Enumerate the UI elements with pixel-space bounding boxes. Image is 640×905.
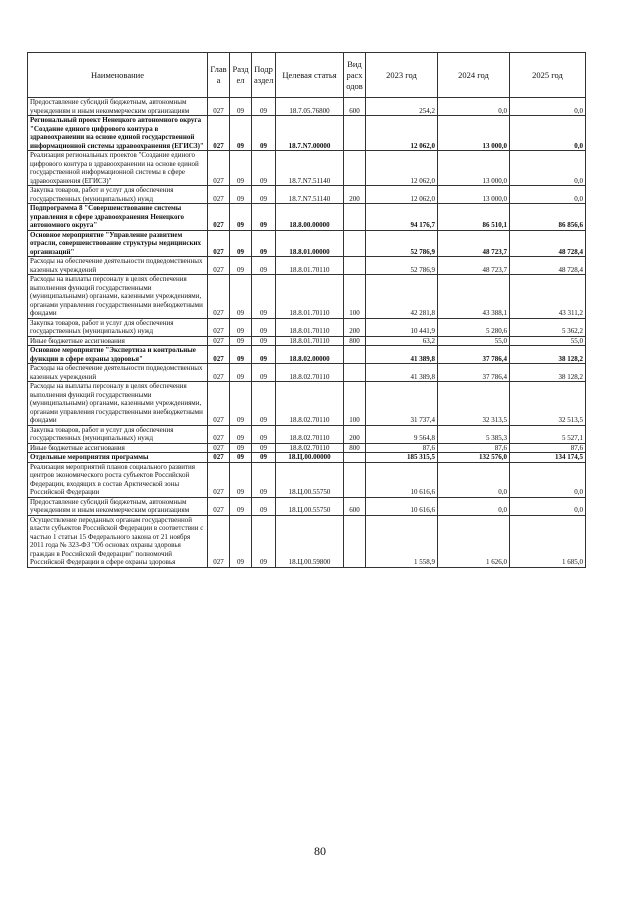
row-amount-2023: 1 558,9 — [366, 515, 438, 567]
row-amount-2024: 32 313,5 — [438, 382, 510, 426]
row-section: 09 — [230, 443, 252, 453]
row-target-article: 18.Ц.00.55750 — [276, 462, 344, 497]
row-subsection: 09 — [252, 346, 276, 364]
row-target-article: 18.7.05.76800 — [276, 98, 344, 116]
row-chapter: 027 — [208, 364, 230, 382]
row-amount-2023: 10 616,6 — [366, 497, 438, 515]
table-row — [28, 186, 586, 204]
column-header-2024: 2024 год — [438, 53, 510, 98]
row-expense-type — [344, 151, 366, 186]
row-subsection: 09 — [252, 497, 276, 515]
row-expense-type — [344, 116, 366, 151]
row-chapter: 027 — [208, 186, 230, 204]
row-expense-type: 100 — [344, 382, 366, 426]
row-amount-2024: 86 510,1 — [438, 204, 510, 231]
table-row — [28, 453, 586, 463]
row-amount-2023: 12 062,0 — [366, 186, 438, 204]
row-subsection: 09 — [252, 257, 276, 275]
row-target-article: 18.Ц.00.55750 — [276, 497, 344, 515]
table-row — [28, 318, 586, 336]
row-amount-2024: 37 786,4 — [438, 346, 510, 364]
row-name: Закупка товаров, работ и услуг для обеспечения государственных (муниципальных) нужд — [28, 186, 208, 204]
column-header-name: Наименование — [28, 53, 208, 98]
row-name: Основное мероприятие "Экспертиза и контрольные функции в сфере охраны здоровья" — [28, 346, 208, 364]
row-amount-2025: 0,0 — [510, 186, 586, 204]
row-amount-2025: 134 174,5 — [510, 453, 586, 463]
row-section: 09 — [230, 346, 252, 364]
row-target-article: 18.8.01.70110 — [276, 336, 344, 346]
row-amount-2023: 52 786,9 — [366, 257, 438, 275]
row-section: 09 — [230, 364, 252, 382]
column-header-chapter: Глав а — [208, 53, 230, 98]
table-row — [28, 275, 586, 319]
row-target-article: 18.7.N7.51140 — [276, 151, 344, 186]
row-subsection: 09 — [252, 151, 276, 186]
row-amount-2025: 48 728,4 — [510, 257, 586, 275]
row-subsection: 09 — [252, 425, 276, 443]
row-amount-2024: 13 000,0 — [438, 116, 510, 151]
row-amount-2023: 31 737,4 — [366, 382, 438, 426]
row-section: 09 — [230, 151, 252, 186]
row-name: Региональный проект Ненецкого автономного округа "Создание единого цифрового контура в здравоохранении на основе единой государственной информационной системы здравоохранения (ЕГИСЗ)" — [28, 116, 208, 151]
row-expense-type: 200 — [344, 425, 366, 443]
row-amount-2025: 0,0 — [510, 98, 586, 116]
row-expense-type — [344, 204, 366, 231]
row-section: 09 — [230, 230, 252, 257]
row-amount-2023: 42 281,8 — [366, 275, 438, 319]
row-chapter: 027 — [208, 151, 230, 186]
row-expense-type: 600 — [344, 98, 366, 116]
row-name: Закупка товаров, работ и услуг для обеспечения государственных (муниципальных) нужд — [28, 318, 208, 336]
row-amount-2024: 48 723,7 — [438, 257, 510, 275]
row-expense-type: 200 — [344, 186, 366, 204]
row-target-article: 18.8.02.70110 — [276, 425, 344, 443]
row-expense-type — [344, 346, 366, 364]
row-name: Подпрограмма 8 "Совершенствование системы управления в сфере здравоохранения Ненецкого автономного округа" — [28, 204, 208, 231]
row-section: 09 — [230, 186, 252, 204]
row-target-article: 18.8.01.70110 — [276, 318, 344, 336]
row-target-article: 18.8.02.00000 — [276, 346, 344, 364]
row-amount-2023: 10 441,9 — [366, 318, 438, 336]
row-chapter: 027 — [208, 425, 230, 443]
row-subsection: 09 — [252, 186, 276, 204]
row-expense-type — [344, 462, 366, 497]
row-chapter: 027 — [208, 98, 230, 116]
row-target-article: 18.8.00.00000 — [276, 204, 344, 231]
row-chapter: 027 — [208, 275, 230, 319]
row-expense-type: 800 — [344, 443, 366, 453]
row-amount-2023: 10 616,6 — [366, 462, 438, 497]
row-amount-2025: 0,0 — [510, 462, 586, 497]
row-section: 09 — [230, 336, 252, 346]
row-name: Иные бюджетные ассигнования — [28, 336, 208, 346]
row-subsection: 09 — [252, 443, 276, 453]
row-name: Предоставление субсидий бюджетным, автономным учреждениям и иным некоммерческим организациям — [28, 98, 208, 116]
row-section: 09 — [230, 98, 252, 116]
row-chapter: 027 — [208, 204, 230, 231]
row-chapter: 027 — [208, 116, 230, 151]
table-row — [28, 151, 586, 186]
row-chapter: 027 — [208, 257, 230, 275]
row-expense-type — [344, 257, 366, 275]
row-expense-type — [344, 453, 366, 463]
table-row — [28, 364, 586, 382]
row-amount-2025: 5 527,1 — [510, 425, 586, 443]
table-body — [28, 98, 586, 568]
row-amount-2025: 86 856,6 — [510, 204, 586, 231]
row-amount-2023: 94 176,7 — [366, 204, 438, 231]
row-target-article: 18.8.02.70110 — [276, 364, 344, 382]
row-target-article: 18.Ц.00.00000 — [276, 453, 344, 463]
row-section: 09 — [230, 318, 252, 336]
row-amount-2023: 52 786,9 — [366, 230, 438, 257]
row-target-article: 18.7.N7.51140 — [276, 186, 344, 204]
row-expense-type: 800 — [344, 336, 366, 346]
row-amount-2024: 87,6 — [438, 443, 510, 453]
row-amount-2023: 41 389,8 — [366, 364, 438, 382]
row-name: Расходы на выплаты персоналу в целях обеспечения выполнения функций государственными (муниципальными) органами, казенными учреждениями, органами управления государственными внебюджетными фондами — [28, 275, 208, 319]
row-amount-2024: 132 576,0 — [438, 453, 510, 463]
row-amount-2023: 41 389,8 — [366, 346, 438, 364]
row-target-article: 18.8.02.70110 — [276, 382, 344, 426]
row-amount-2024: 1 626,0 — [438, 515, 510, 567]
row-name: Осуществление переданных органам государственной власти субъектов Российской Федерации в соответствии с частью 1 статьи 15 Федерального закона от 21 ноября 2011 года № 323-ФЗ "Об основах охраны здоровья граждан в Российской Федерации" полномочий Российской Федерации в сфере охраны здоровья — [28, 515, 208, 567]
table-row — [28, 346, 586, 364]
row-amount-2023: 12 062,0 — [366, 116, 438, 151]
row-chapter: 027 — [208, 443, 230, 453]
row-chapter: 027 — [208, 346, 230, 364]
row-section: 09 — [230, 515, 252, 567]
row-amount-2024: 43 388,1 — [438, 275, 510, 319]
row-target-article: 18.Ц.00.59800 — [276, 515, 344, 567]
row-section: 09 — [230, 275, 252, 319]
row-amount-2024: 5 385,3 — [438, 425, 510, 443]
row-expense-type — [344, 364, 366, 382]
row-subsection: 09 — [252, 336, 276, 346]
page-number: 80 — [314, 844, 326, 858]
row-amount-2024: 0,0 — [438, 98, 510, 116]
row-amount-2025: 1 685,0 — [510, 515, 586, 567]
row-expense-type: 100 — [344, 275, 366, 319]
row-amount-2023: 254,2 — [366, 98, 438, 116]
row-subsection: 09 — [252, 318, 276, 336]
row-amount-2024: 48 723,7 — [438, 230, 510, 257]
column-header-2023: 2023 год — [366, 53, 438, 98]
row-amount-2024: 0,0 — [438, 462, 510, 497]
row-section: 09 — [230, 204, 252, 231]
table-row — [28, 257, 586, 275]
table-row — [28, 462, 586, 497]
row-amount-2025: 0,0 — [510, 116, 586, 151]
table-row — [28, 443, 586, 453]
table-header-row — [28, 53, 586, 98]
row-section: 09 — [230, 453, 252, 463]
row-amount-2025: 48 728,4 — [510, 230, 586, 257]
row-section: 09 — [230, 382, 252, 426]
row-chapter: 027 — [208, 462, 230, 497]
row-name: Предоставление субсидий бюджетным, автономным учреждениям и иным некоммерческим организациям — [28, 497, 208, 515]
row-subsection: 09 — [252, 364, 276, 382]
row-chapter: 027 — [208, 230, 230, 257]
table-row — [28, 204, 586, 231]
table-row — [28, 425, 586, 443]
table-row — [28, 230, 586, 257]
row-subsection: 09 — [252, 382, 276, 426]
row-target-article: 18.8.01.00000 — [276, 230, 344, 257]
row-subsection: 09 — [252, 515, 276, 567]
row-subsection: 09 — [252, 230, 276, 257]
row-name: Расходы на обеспечение деятельности подведомственных казенных учреждений — [28, 364, 208, 382]
row-name: Реализация региональных проектов "Создание единого цифрового контура в здравоохранении на основе единой государственной информационной системы в сфере здравоохранения (ЕГИСЗ)" — [28, 151, 208, 186]
row-name: Закупка товаров, работ и услуг для обеспечения государственных (муниципальных) нужд — [28, 425, 208, 443]
row-amount-2025: 32 513,5 — [510, 382, 586, 426]
row-section: 09 — [230, 257, 252, 275]
row-chapter: 027 — [208, 336, 230, 346]
row-section: 09 — [230, 116, 252, 151]
row-subsection: 09 — [252, 98, 276, 116]
row-amount-2025: 43 311,2 — [510, 275, 586, 319]
row-amount-2024: 37 786,4 — [438, 364, 510, 382]
row-chapter: 027 — [208, 497, 230, 515]
row-amount-2024: 13 000,0 — [438, 151, 510, 186]
row-name: Иные бюджетные ассигнования — [28, 443, 208, 453]
row-name: Отдельные мероприятия программы — [28, 453, 208, 463]
table-row — [28, 98, 586, 116]
row-name: Расходы на обеспечение деятельности подведомственных казенных учреждений — [28, 257, 208, 275]
column-header-section: Разд ел — [230, 53, 252, 98]
row-subsection: 09 — [252, 204, 276, 231]
table-row — [28, 382, 586, 426]
row-amount-2025: 38 128,2 — [510, 364, 586, 382]
row-target-article: 18.8.02.70110 — [276, 443, 344, 453]
row-chapter: 027 — [208, 382, 230, 426]
row-target-article: 18.7.N7.00000 — [276, 116, 344, 151]
table-row — [28, 497, 586, 515]
budget-table — [27, 52, 586, 568]
row-amount-2025: 5 362,2 — [510, 318, 586, 336]
row-amount-2024: 13 000,0 — [438, 186, 510, 204]
row-amount-2023: 87,6 — [366, 443, 438, 453]
row-name: Реализация мероприятий планов социального развития центров экономического роста субъектов Российской Федерации, входящих в состав Арктической зоны Российской Федерации — [28, 462, 208, 497]
row-expense-type: 600 — [344, 497, 366, 515]
row-amount-2023: 9 564,8 — [366, 425, 438, 443]
row-section: 09 — [230, 462, 252, 497]
row-name: Расходы на выплаты персоналу в целях обеспечения выполнения функций государственными (муниципальными) органами, казенными учреждениями, органами управления государственными внебюджетными фондами — [28, 382, 208, 426]
column-header-2025: 2025 год — [510, 53, 586, 98]
row-amount-2024: 5 280,6 — [438, 318, 510, 336]
row-amount-2023: 63,2 — [366, 336, 438, 346]
table-row — [28, 515, 586, 567]
row-expense-type — [344, 515, 366, 567]
row-amount-2025: 0,0 — [510, 151, 586, 186]
row-subsection: 09 — [252, 462, 276, 497]
row-subsection: 09 — [252, 275, 276, 319]
table-row — [28, 336, 586, 346]
column-header-target-article: Целевая статья — [276, 53, 344, 98]
row-target-article: 18.8.01.70110 — [276, 257, 344, 275]
row-amount-2025: 55,0 — [510, 336, 586, 346]
row-amount-2025: 38 128,2 — [510, 346, 586, 364]
row-amount-2025: 87,6 — [510, 443, 586, 453]
row-amount-2024: 55,0 — [438, 336, 510, 346]
row-amount-2023: 12 062,0 — [366, 151, 438, 186]
row-section: 09 — [230, 497, 252, 515]
row-name: Основное мероприятие "Управление развитием отрасли, совершенствование структуры медицинских организаций" — [28, 230, 208, 257]
row-expense-type — [344, 230, 366, 257]
row-target-article: 18.8.01.70110 — [276, 275, 344, 319]
row-section: 09 — [230, 425, 252, 443]
row-chapter: 027 — [208, 515, 230, 567]
table-row — [28, 116, 586, 151]
row-expense-type: 200 — [344, 318, 366, 336]
row-chapter: 027 — [208, 453, 230, 463]
row-subsection: 09 — [252, 453, 276, 463]
row-amount-2024: 0,0 — [438, 497, 510, 515]
column-header-subsection: Подр аздел — [252, 53, 276, 98]
row-amount-2023: 185 315,5 — [366, 453, 438, 463]
row-subsection: 09 — [252, 116, 276, 151]
column-header-expense-type: Вид расх одов — [344, 53, 366, 98]
row-amount-2025: 0,0 — [510, 497, 586, 515]
row-chapter: 027 — [208, 318, 230, 336]
